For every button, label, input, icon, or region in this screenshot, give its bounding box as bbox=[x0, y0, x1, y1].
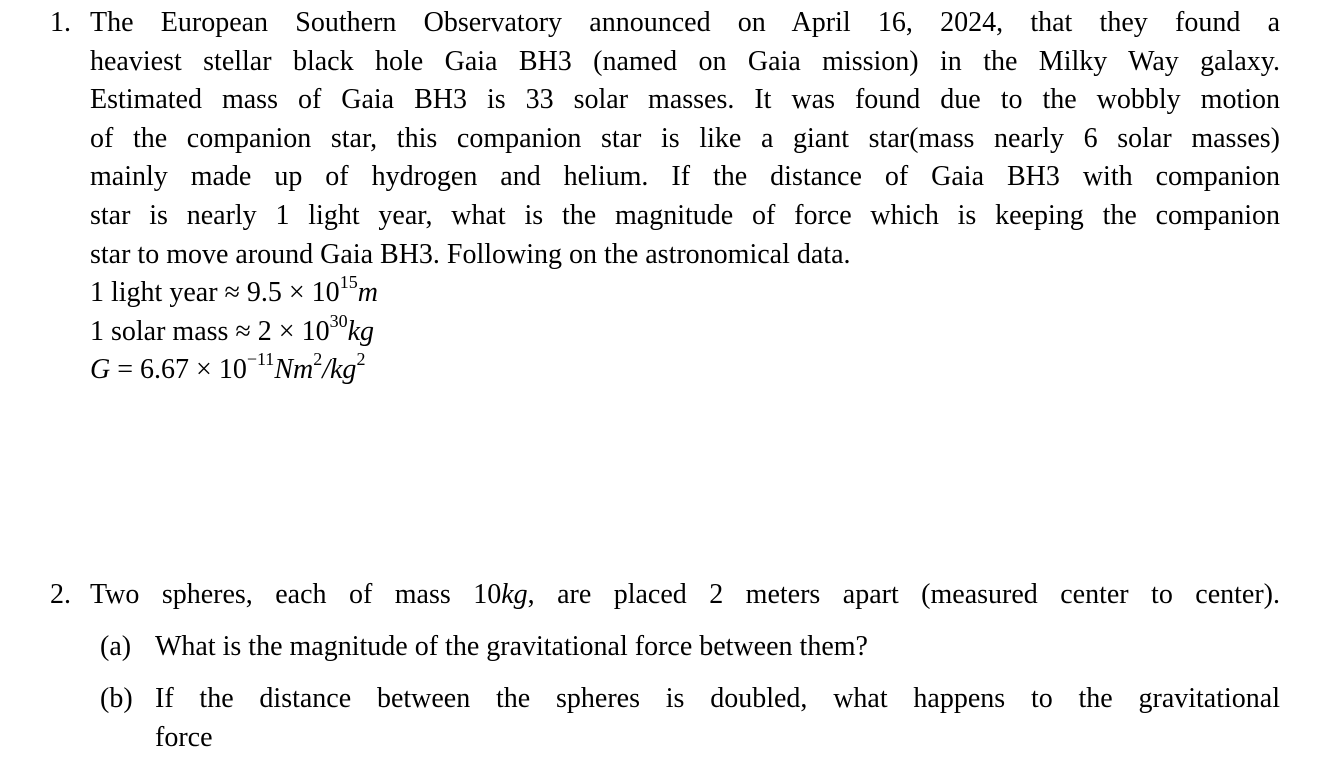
problem-number: 1. bbox=[50, 7, 71, 38]
formula-unit: Nm bbox=[274, 354, 314, 386]
text-line: heaviest stellar black hole Gaia BH3 (named on Gaia mission) in the Milky Way galaxy. bbox=[90, 45, 1280, 77]
solar-mass-formula bbox=[90, 310, 1280, 352]
formula-unit: m bbox=[357, 277, 378, 309]
formula-unit: /kg bbox=[322, 354, 357, 386]
part-a-label: (a) bbox=[100, 631, 132, 662]
formula-unit: kg bbox=[347, 315, 375, 347]
formula-text: 1 light year ≈ 9.5 × 10 bbox=[90, 277, 340, 309]
formula-text: = 6.67 × 10 bbox=[110, 354, 247, 386]
text-line: of the companion star, this companion star is like a giant star(mass nearly 6 solar masses) bbox=[90, 122, 1280, 154]
formula-exponent: 30 bbox=[329, 310, 348, 331]
text-line: What is the magnitude of the gravitational force between them? bbox=[155, 631, 868, 662]
problem-1-text bbox=[90, 4, 1280, 390]
formula-exponent: 2 bbox=[356, 349, 366, 370]
problem-2-text bbox=[90, 576, 1280, 615]
formula-exponent: 15 bbox=[339, 272, 358, 293]
part-a-text bbox=[155, 628, 1280, 667]
problem-number: 2. bbox=[50, 579, 71, 610]
text-line: The European Southern Observatory announced on April 16, 2024, that they found a bbox=[90, 7, 1280, 38]
text-line: Estimated mass of Gaia BH3 is 33 solar masses. It was found due to the wobbly motion bbox=[90, 84, 1280, 116]
text-line bbox=[90, 576, 1280, 615]
gravitational-constant-formula bbox=[90, 351, 1280, 390]
text-line: star is nearly 1 light year, what is the magnitude of force which is keeping the companion bbox=[90, 199, 1280, 231]
text-line: If the distance between the spheres is doubled, what happens to the gravitational bbox=[155, 683, 1280, 714]
text-segment: , are placed 2 meters apart (measured center to center). bbox=[527, 579, 1280, 610]
text-line: mainly made up of hydrogen and helium. If the distance of Gaia BH3 with companion bbox=[90, 161, 1280, 193]
part-b-text bbox=[155, 680, 1280, 757]
text-segment: Two spheres, each of mass 10 bbox=[90, 579, 502, 610]
formula-unit: kg bbox=[501, 579, 528, 610]
formula-exponent: 2 bbox=[313, 349, 323, 370]
formula-text: 1 solar mass ≈ 2 × 10 bbox=[90, 315, 330, 347]
text-line: force bbox=[155, 721, 213, 753]
text-line: star to move around Gaia BH3. Following on the astronomical data. bbox=[90, 238, 851, 270]
part-b-label: (b) bbox=[100, 683, 133, 714]
formula-exponent: −11 bbox=[246, 349, 275, 370]
formula-symbol: G bbox=[90, 354, 111, 386]
light-year-formula bbox=[90, 274, 1280, 313]
